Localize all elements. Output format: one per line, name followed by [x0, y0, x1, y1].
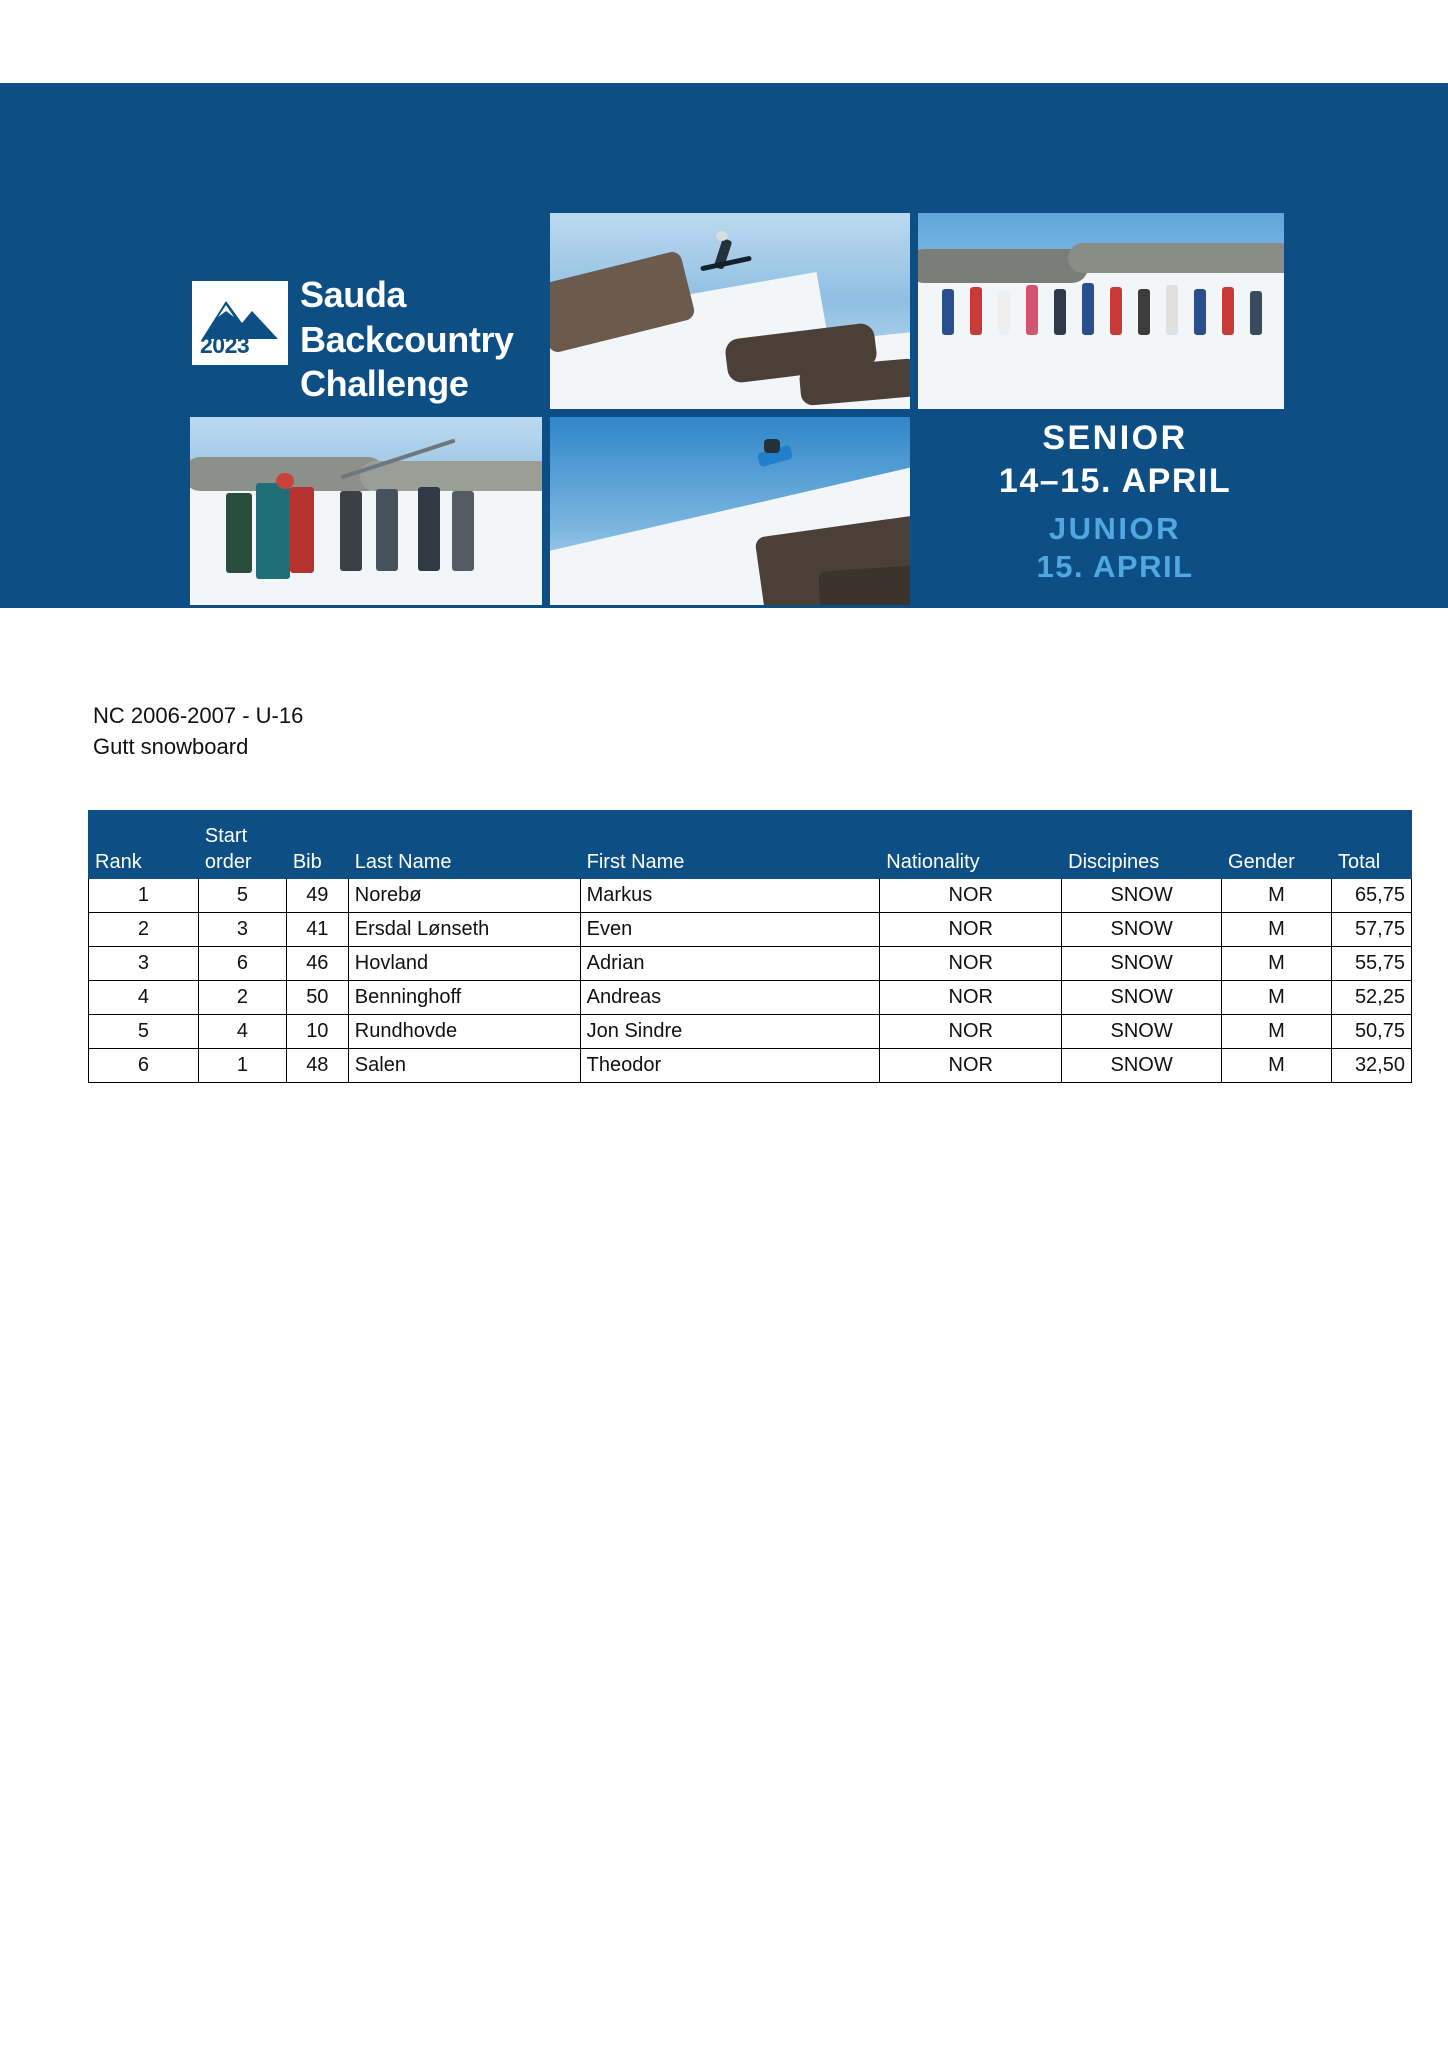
table-header: [89, 811, 1412, 879]
cell-total: 52,25: [1331, 981, 1411, 1015]
cell-rank: 4: [89, 981, 199, 1015]
cell-nationality: NOR: [880, 913, 1062, 947]
logo-line-sauda: Sauda: [300, 274, 407, 315]
table-row: [89, 913, 1412, 947]
cell-start-order: 3: [198, 913, 286, 947]
cell-bib: 50: [286, 981, 348, 1015]
cell-gender: M: [1222, 1015, 1332, 1049]
column-header-nationality: Nationality: [880, 811, 1062, 879]
cell-bib: 49: [286, 879, 348, 913]
cell-total: 55,75: [1331, 947, 1411, 981]
logo-line-backcountry: Backcountry: [300, 318, 514, 360]
cell-gender: M: [1222, 879, 1332, 913]
column-header-first-name: First Name: [580, 811, 880, 879]
cell-nationality: NOR: [880, 1049, 1062, 1083]
table-body: [89, 879, 1412, 1083]
table-row: [89, 981, 1412, 1015]
banner-content: [190, 213, 1300, 603]
cell-gender: M: [1222, 913, 1332, 947]
cell-discipines: SNOW: [1062, 1015, 1222, 1049]
table-row: [89, 1015, 1412, 1049]
cell-discipines: SNOW: [1062, 879, 1222, 913]
cell-start-order: 6: [198, 947, 286, 981]
cell-discipines: SNOW: [1062, 1049, 1222, 1083]
group-cheering-photo: [918, 213, 1284, 409]
mountain-logo-icon: [192, 281, 288, 365]
cell-bib: 48: [286, 1049, 348, 1083]
cell-first-name: Jon Sindre: [580, 1015, 880, 1049]
logo-year: 2023: [200, 332, 250, 358]
cell-nationality: NOR: [880, 947, 1062, 981]
cell-total: 32,50: [1331, 1049, 1411, 1083]
results-table-container: [88, 810, 1412, 1083]
cell-rank: 1: [89, 879, 199, 913]
table-header-row: [89, 811, 1412, 879]
cell-discipines: SNOW: [1062, 981, 1222, 1015]
cell-bib: 10: [286, 1015, 348, 1049]
cell-total: 50,75: [1331, 1015, 1411, 1049]
cell-discipines: SNOW: [1062, 913, 1222, 947]
cell-first-name: Adrian: [580, 947, 880, 981]
start-order-line2: order: [204, 851, 252, 873]
sauda-backcountry-challenge-logo: [190, 273, 538, 413]
column-header-last-name: Last Name: [348, 811, 580, 879]
cell-rank: 6: [89, 1049, 199, 1083]
cell-start-order: 4: [198, 1015, 286, 1049]
senior-dates: 14–15. APRIL: [998, 462, 1232, 500]
cell-last-name: Ersdal Lønseth: [348, 913, 580, 947]
table-row: [89, 947, 1412, 981]
column-header-bib: Bib: [286, 811, 348, 879]
cell-first-name: Even: [580, 913, 880, 947]
cell-rank: 2: [89, 913, 199, 947]
column-header-start-order: [198, 811, 286, 879]
cell-nationality: NOR: [880, 1015, 1062, 1049]
cell-gender: M: [1222, 1049, 1332, 1083]
table-row: [89, 1049, 1412, 1083]
table-row: [89, 879, 1412, 913]
cell-start-order: 2: [198, 981, 286, 1015]
start-order-line1: Start: [204, 825, 248, 847]
cell-last-name: Hovland: [348, 947, 580, 981]
cell-gender: M: [1222, 947, 1332, 981]
category-label: NC 2006-2007 - U-16: [93, 703, 304, 728]
column-header-total: Total: [1331, 811, 1411, 879]
cell-first-name: Theodor: [580, 1049, 880, 1083]
cell-first-name: Markus: [580, 879, 880, 913]
logo-wordmark: [300, 273, 514, 407]
result-heading: [93, 700, 303, 762]
cell-last-name: Salen: [348, 1049, 580, 1083]
column-header-discipines: Discipines: [1062, 811, 1222, 879]
column-header-gender: Gender: [1222, 811, 1332, 879]
logo-line-challenge: Challenge: [300, 363, 469, 405]
cell-bib: 46: [286, 947, 348, 981]
cell-last-name: Rundhovde: [348, 1015, 580, 1049]
cell-last-name: Benninghoff: [348, 981, 580, 1015]
cell-first-name: Andreas: [580, 981, 880, 1015]
cell-nationality: NOR: [880, 879, 1062, 913]
cell-start-order: 1: [198, 1049, 286, 1083]
snowboarder-ridge-photo: [550, 417, 910, 605]
junior-dates: 15. APRIL: [1036, 549, 1194, 584]
cell-discipines: SNOW: [1062, 947, 1222, 981]
cell-bib: 41: [286, 913, 348, 947]
event-dates-block: [930, 419, 1300, 585]
column-header-rank: Rank: [89, 811, 199, 879]
cell-rank: 3: [89, 947, 199, 981]
event-banner: [0, 83, 1448, 608]
senior-label: SENIOR: [1042, 419, 1188, 457]
spectators-photo: [190, 417, 542, 605]
class-label: Gutt snowboard: [93, 734, 249, 760]
cell-last-name: Norebø: [348, 879, 580, 913]
results-table: [88, 810, 1412, 1083]
cell-nationality: NOR: [880, 981, 1062, 1015]
junior-label: JUNIOR: [1048, 511, 1182, 546]
cell-rank: 5: [89, 1015, 199, 1049]
skier-jump-photo: [550, 213, 910, 409]
cell-start-order: 5: [198, 879, 286, 913]
cell-total: 65,75: [1331, 879, 1411, 913]
cell-total: 57,75: [1331, 913, 1411, 947]
cell-gender: M: [1222, 981, 1332, 1015]
